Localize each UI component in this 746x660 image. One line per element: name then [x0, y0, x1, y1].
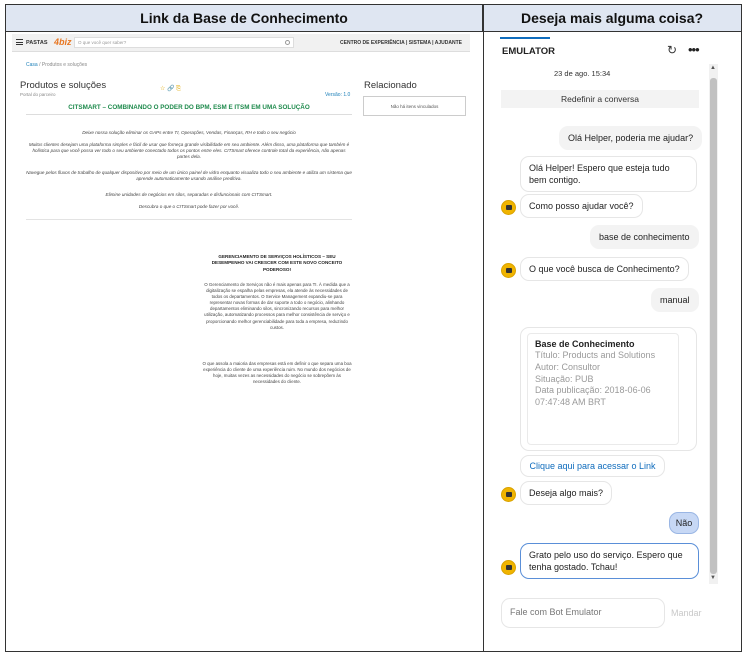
- article-headline: CITSMART – COMBINANDO O PODER DO BPM, ESM E ITSM EM UMA SOLUÇÃO: [68, 104, 310, 111]
- user-message: Olá Helper, poderia me ajudar?: [559, 126, 702, 150]
- hamburger-menu-icon[interactable]: [16, 39, 23, 45]
- section-paragraph: O Gerenciamento de Serviços não é mais apenas para TI. À medida que a digitalização se espalha pelas empresas, ela atende às necessidades de todos os departamentos. O Service Management expandiu-se para representar novas formas de dar suporte a todo o negócio, alinhando departamentos eliminando silos, sincronizando recursos para melhor utilização, automatizando processos para melhor consistência de serviço e proporcionando melhor gerenciabilidade para toda a empresa, reduzindo custos.: [204, 282, 350, 330]
- search-placeholder: O que você quer saber?: [78, 40, 127, 45]
- user-message: base de conhecimento: [590, 225, 699, 249]
- scroll-down-icon[interactable]: ▼: [710, 575, 716, 581]
- left-header: Link da Base de Conhecimento: [6, 5, 483, 32]
- related-title: Relacionado: [364, 80, 417, 91]
- card-line: Título: Products and Solutions: [535, 350, 656, 360]
- knowledge-base-page: [12, 34, 470, 634]
- chat-input[interactable]: Fale com Bot Emulator: [501, 598, 665, 628]
- article-paragraph: Muitos clientes desejam uma plataforma simples e fácil de usar que forneça grande visibilidade em seu ambiente. Além disso, uma plataforma que também é holística para que você possa ver todo o seu ambiente conectado todos os pontos entre eles. CITSmart oferece controle total da experiência, não apenas partes dela.: [28, 142, 350, 160]
- bot-message: Olá Helper! Espero que esteja tudo bem contigo.: [520, 156, 697, 192]
- section-title: GERENCIAMENTO DE SERVIÇOS HOLÍSTICOS – SEU DESEMPENHO VAI CRESCER COM ESTE NOVO CONCEITO PODEROSO!: [211, 254, 343, 272]
- bot-avatar-icon: [501, 263, 516, 278]
- send-button[interactable]: Mandar: [671, 608, 702, 618]
- star-icon[interactable]: ☆ 🔗 ⎘: [160, 86, 181, 92]
- article-paragraph: Navegue pelos fluxos de trabalho de qualquer dispositivo por meio de um único painel de vidro enquanto visualiza todo o seu ambiente e utiliza um sistema que aprende automaticamente usando análise preditiva.: [26, 170, 352, 182]
- card-title: Base de Conhecimento: [535, 339, 635, 349]
- headline-divider: [26, 114, 352, 115]
- card-line: Situação: PUB: [535, 373, 594, 384]
- bot-avatar-icon: [501, 200, 516, 215]
- article-paragraph: Elimine unidades de negócios em silos, separadas e disfuncionais com CITSmart.: [105, 192, 273, 197]
- search-icon[interactable]: [285, 40, 290, 45]
- breadcrumb-home[interactable]: Casa: [26, 62, 38, 68]
- top-nav-links[interactable]: CENTRO DE EXPERIÊNCIA | SISTEMA | AJUDANTE: [340, 40, 462, 46]
- column-divider: [483, 5, 484, 651]
- article-paragraph: Descubra o que o CITSmart pode fazer por você.: [138, 204, 240, 209]
- page-subtitle: Portal do parceiro: [20, 92, 56, 97]
- related-empty-box: Não há itens vinculados: [363, 96, 466, 116]
- restart-icon[interactable]: ↻: [667, 43, 678, 57]
- portal-logo[interactable]: 4biz: [54, 37, 72, 47]
- folders-menu-label[interactable]: PASTAS: [26, 40, 48, 46]
- user-message: manual: [651, 288, 699, 312]
- scrollbar-thumb[interactable]: [710, 78, 717, 574]
- knowledge-card-body: [527, 333, 679, 445]
- user-message-selected: Não: [669, 512, 699, 534]
- more-options-icon[interactable]: •••: [688, 42, 699, 57]
- bot-avatar-icon: [501, 560, 516, 575]
- portal-search-input[interactable]: [74, 37, 294, 48]
- bot-message: Como posso ajudar você?: [520, 194, 643, 218]
- version-selector[interactable]: Versão: 1.0: [325, 92, 351, 98]
- section-paragraph: O que assola a maioria das empresas está em definir o que separa uma boa experiência do cliente de uma experiência ruim. No mundo dos negócios de hoje, muitas vezes as necessidades do negócio se sobrepõem às necessidades do cliente.: [202, 361, 352, 385]
- conversation-timestamp: 23 de ago. 15:34: [554, 69, 611, 78]
- portal-topbar: [12, 34, 470, 52]
- scroll-up-icon[interactable]: ▲: [710, 65, 716, 71]
- bot-emulator-panel: [494, 34, 722, 634]
- card-line: Autor: Consultor: [535, 361, 601, 372]
- breadcrumb: [26, 62, 87, 68]
- emulator-tab-underline: [500, 37, 550, 39]
- reset-conversation-button[interactable]: Redefinir a conversa: [501, 90, 699, 108]
- bot-avatar-icon: [501, 487, 516, 502]
- right-header: Deseja mais alguma coisa?: [483, 5, 741, 32]
- bot-message: Deseja algo mais?: [520, 481, 612, 505]
- card-line: Data publicação: 2018-06-06 07:47:48 AM BRT: [535, 385, 651, 408]
- open-link-button[interactable]: Clique aqui para acessar o Link: [520, 455, 665, 477]
- section-divider: [26, 219, 352, 220]
- page-title: Produtos e soluções: [20, 80, 107, 91]
- article-paragraph: Deixe nossa solução eliminar os GAPs entre TI, Operações, Vendas, Finanças, RH e todo o seu negócio: [82, 130, 296, 135]
- bot-message: Grato pelo uso do serviço. Espero que tenha gostado. Tchau!: [520, 543, 699, 579]
- breadcrumb-separator: /: [39, 62, 41, 68]
- bot-message: O que você busca de Conhecimento?: [520, 257, 689, 281]
- breadcrumb-current: Produtos e soluções: [41, 62, 88, 68]
- emulator-title: EMULATOR: [502, 46, 555, 57]
